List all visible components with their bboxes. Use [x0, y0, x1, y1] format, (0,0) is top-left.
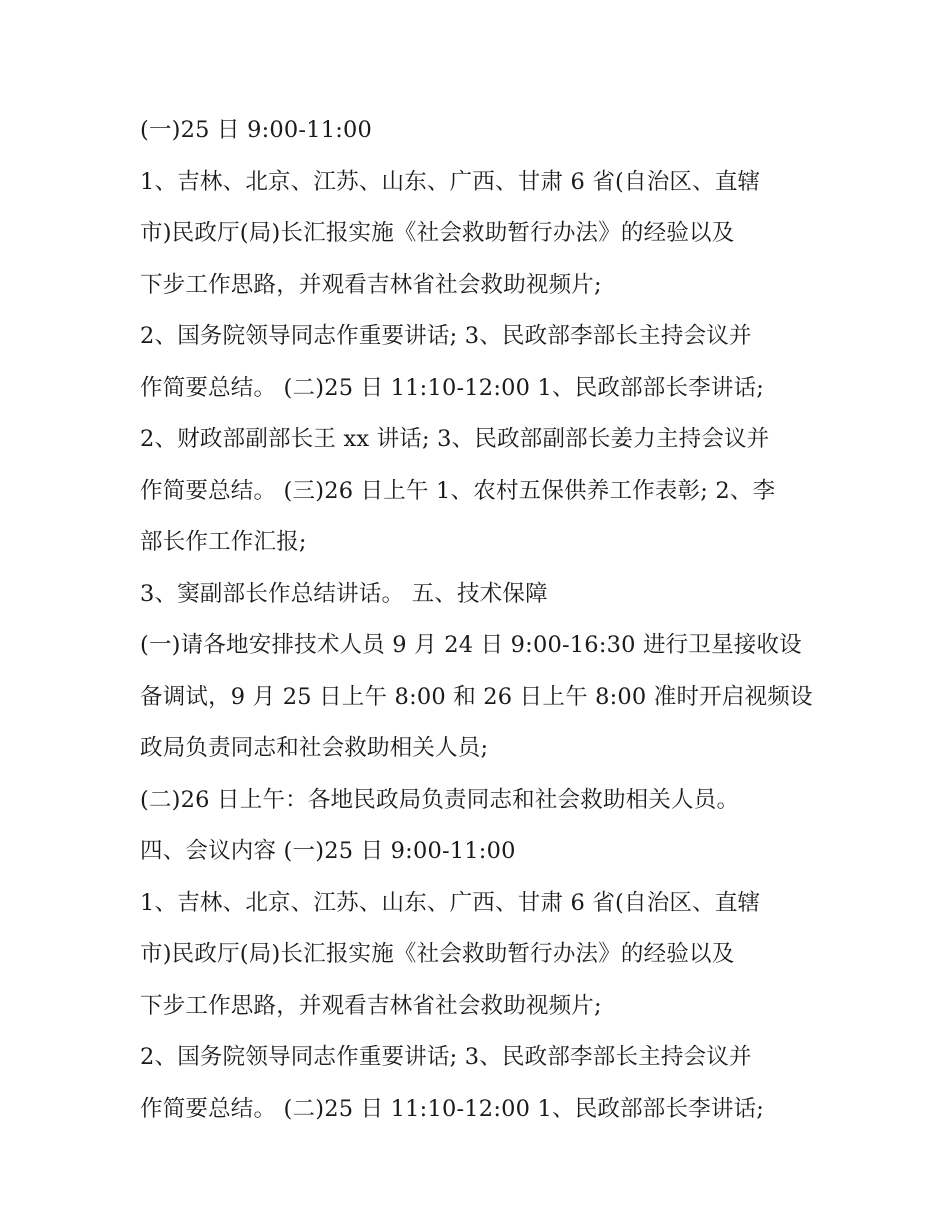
- text-line: 市)民政厅(局)长汇报实施《社会救助暂行办法》的经验以及: [140, 220, 735, 246]
- text-line: (一)请各地安排技术人员 9 月 24 日 9:00-16:30 进行卫星接收设: [140, 632, 802, 658]
- text-line: 下步工作思路，并观看吉林省社会救助视频片;: [140, 271, 602, 298]
- text-line: 1、吉林、北京、江苏、山东、广西、甘肃 6 省(自治区、直辖: [140, 889, 761, 916]
- text-line: 四、会议内容 (一)25 日 9:00-11:00: [140, 838, 516, 864]
- document-body: [140, 108, 820, 1138]
- text-line: (一)25 日 9:00-11:00: [140, 117, 373, 143]
- text-line: 政局负责同志和社会救助相关人员;: [140, 735, 489, 761]
- text-line: 下步工作思路，并观看吉林省社会救助视频片;: [140, 992, 602, 1019]
- text-line: 作简要总结。 (三)26 日上午 1、农村五保供养工作表彰; 2、李: [140, 477, 776, 504]
- text-line: 备调试，9 月 25 日上午 8:00 和 26 日上午 8:00 准时开启视频设: [140, 683, 813, 710]
- text-line: 2、国务院领导同志作重要讲话; 3、民政部李部长主持会议并: [140, 1044, 752, 1070]
- text-line: 市)民政厅(局)长汇报实施《社会救助暂行办法》的经验以及: [140, 941, 735, 967]
- text-line: 作简要总结。 (二)25 日 11:10-12:00 1、民政部部长李讲话;: [140, 1095, 765, 1122]
- text-line: 部长作工作汇报;: [140, 529, 307, 555]
- text-line: 2、财政部副部长王 xx 讲话; 3、民政部副部长姜力主持会议并: [140, 426, 770, 452]
- text-line: 2、国务院领导同志作重要讲话; 3、民政部李部长主持会议并: [140, 323, 752, 349]
- text-line: 1、吉林、北京、江苏、山东、广西、甘肃 6 省(自治区、直辖: [140, 168, 761, 195]
- text-line: (二)26 日上午：各地民政局负责同志和社会救助相关人员。: [140, 786, 740, 813]
- text-line: 3、窦副部长作总结讲话。 五、技术保障: [140, 580, 548, 607]
- text-line: 作简要总结。 (二)25 日 11:10-12:00 1、民政部部长李讲话;: [140, 374, 765, 401]
